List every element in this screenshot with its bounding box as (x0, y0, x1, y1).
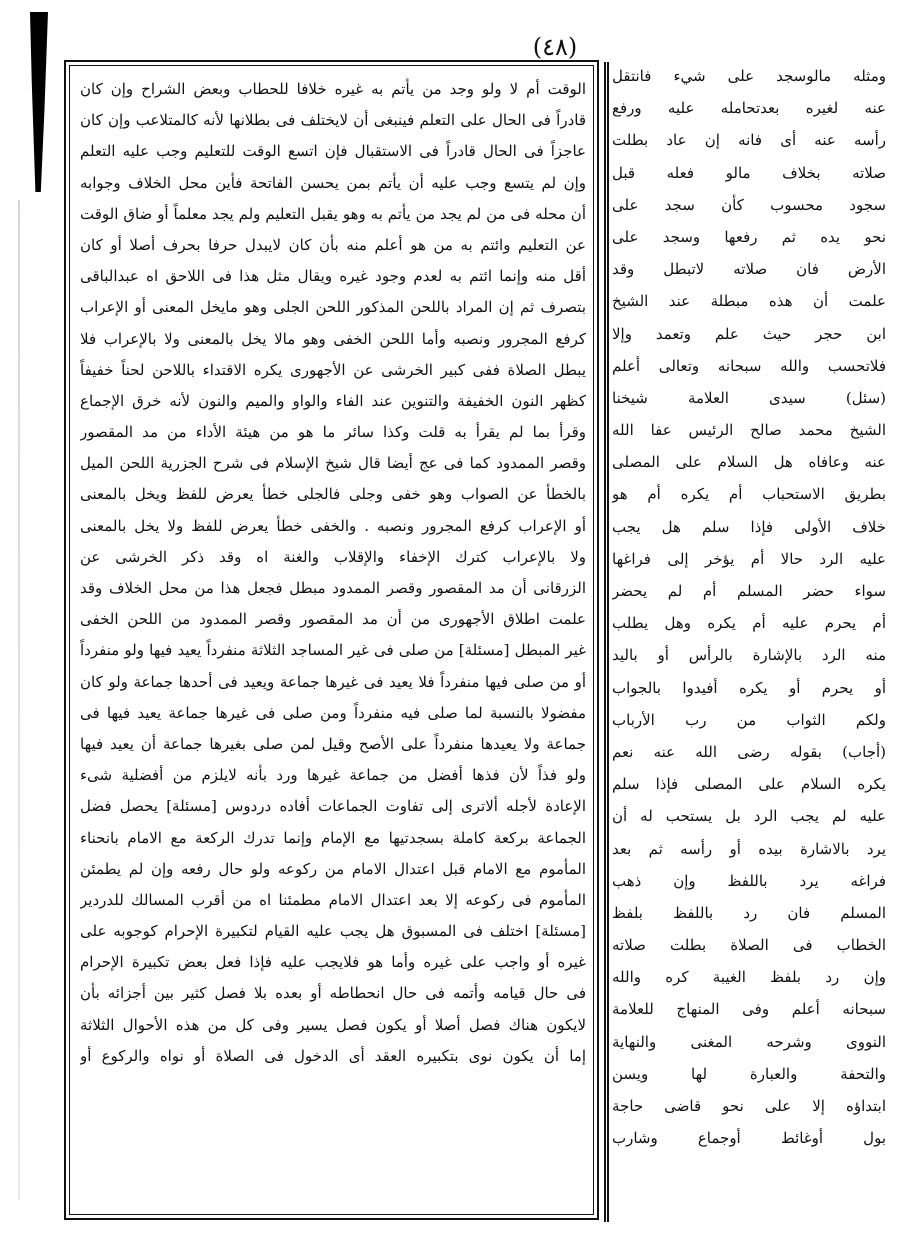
main-text-line: وإن لم يتسع وجب عليه أن يأتم بمن يحسن الفاتحة فأين محل الخلاف وجوابه (80, 173, 586, 192)
main-text-line: أو الإعراب كرفع المجرور ونصبه . والخفى خطأ يعرض للفظ ولا يخل بالمعنى (80, 516, 586, 535)
margin-text-line: والتحفة والعبارة لها ويسن (612, 1064, 886, 1083)
main-text-line: ولا بالإعراب كترك الإخفاء والإقلاب والغنة اه وقد ذكر الخرشى عن (80, 547, 586, 566)
main-text-line: بتصرف ثم إن المراد باللحن المذكور اللحن الجلى وهو مايخل المعنى أو الإعراب (80, 298, 586, 317)
main-text-line: المأموم فى ركوعه إلا بعد اعتدال الامام مطمئنا اه من أقرب المسالك للدردير (80, 890, 586, 909)
margin-text-line: يرد بالاشارة بيده أو رأسه ثم بعد (612, 839, 886, 858)
main-text-line: وقصر الممدود كما فى عج أيضا قال شيخ الإسلام فى شرح الجزرية اللحن الميل (80, 454, 586, 473)
margin-text-line: النووى وشرحه المغنى والنهاية (612, 1032, 886, 1051)
margin-text-line: نحو يده ثم رفعها وسجد على (612, 227, 886, 246)
main-text-line: فى حال قيامه وأتمه فى حال انحطاطه أو بعده بلا فصل كثير بين أجزائه بأن (80, 984, 586, 1003)
main-text-column (80, 74, 586, 1072)
binding-mark (30, 12, 48, 192)
margin-text-line: يكره السلام على المصلى فإذا سلم (612, 775, 886, 794)
main-text-line: جماعة ولا يعيدها منفرداً على الأصح وقيل لمن صلى بغيرها جماعة أن يعيد فيها (80, 734, 586, 753)
main-text-line: ولو فذاً لأن فذها أفضل من جماعة غيرها ورد بأنه لايلزم من أفضلية شىء (80, 766, 586, 785)
margin-divider (604, 62, 609, 1222)
margin-text-line: عنه وعافاه هل السلام على المصلى (612, 453, 886, 472)
page-number: (٤٨) (532, 33, 578, 61)
margin-text-line: الشيخ محمد صالح الرئيس عفا الله (612, 421, 886, 440)
spine-shadow (18, 200, 20, 1200)
margin-text-line: بول أوغائط أوجماع وشارب (612, 1129, 886, 1148)
margin-text-line: أو يحرم أو يكره أفيدوا بالجواب (612, 678, 886, 697)
main-text-line: غير المبطل [مسئلة] من صلى فى غير المساجد الثلاثة منفرداً يعيد فيها ولو منفرداً (80, 641, 586, 660)
margin-text-line: سجود محسوب كأن سجد على (612, 195, 886, 214)
margin-text-line: خلاف الأولى فإذا سلم هل يجب (612, 517, 886, 536)
main-text-line: بالخطأ عن الصواب وهو خفى وجلى فالجلى خطأ يعرض للفظ ويخل بالمعنى (80, 485, 586, 504)
margin-text-line: (أجاب) بقوله رضى الله عنه نعم (612, 742, 886, 761)
margin-text-line: أم يحرم عليه أم يكره وهل يطلب (612, 614, 886, 633)
main-text-line: علمت اطلاق الأجهورى من أن مد المقصور وقصر الممدود من اللحن الخفى (80, 610, 586, 629)
main-text-line: لايكون هناك فصل أصلا أو يكون فصل يسير وفى كل من هذه الأحوال الثلاثة (80, 1015, 586, 1034)
margin-text-line: سبحانه أعلم وفى المنهاج للعلامة (612, 1000, 886, 1019)
margin-text-line: فلاتحسب والله سبحانه وتعالى أعلم (612, 356, 886, 375)
main-text-line: الزرقانى أن مد المقصور وقصر الممدود مبطل فجعل هذا من محل الخلاف وقد (80, 579, 586, 597)
main-text-line: الوقت أم لا ولو وجد من يأتم به غيره خلافا للحطاب وبعض الشراح وإن كان (80, 80, 586, 98)
margin-text-line: ابن حجر حيث علم وتعمد وإلا (612, 324, 886, 343)
main-text-line: عن التعليم وائتم به من هو أعلم منه بأن كان لايبدل حرفا بحرف أصلا أو كان (80, 235, 586, 254)
main-text-line: يبطل الصلاة ففى كبير الخرشى عن الأجهورى يكره الاقتداء باللاحن لحناً خفيفاً (80, 360, 586, 379)
margin-text-line: عليه لم يجب الرد بل يستحب له أن (612, 807, 886, 826)
margin-text-line: الخطاب فى الصلاة بطلت صلاته (612, 936, 886, 955)
main-text-line: قادراً فى الحال على التعلم فينبغى أن لايختلف فى بطلانها لأنه كالمتلاعب وإن كان (80, 111, 586, 130)
main-text-line: غيره أو واجب على غيره وأما هو فلايجب عليه فإذا فعل بعض تكبيرة الإحرام (80, 953, 586, 972)
main-text-line: مفضولا بالنسبة لما صلى فيه منفرداً ومن صلى فى غيرها جماعة يعيد فيها فى (80, 703, 586, 722)
margin-text-line: عليه الرد حالا أم يؤخر إلى فراغها (612, 549, 886, 568)
margin-text-line: ولكم الثواب من رب الأرباب (612, 710, 886, 729)
margin-text-line: عنه لغيره بعدتحامله عليه ورفع (612, 99, 886, 118)
main-text-line: إما أن يكون نوى بتكبيره العقد أى الدخول فى الصلاة أو نواه والركوع أو (80, 1046, 586, 1065)
margin-text-line: علمت أن هذه مبطلة عند الشيخ (612, 292, 886, 311)
margin-text-line: الأرض فان صلاته لاتبطل وقد (612, 260, 886, 279)
margin-text-line: المسلم فان رد باللفظ بلفظ (612, 903, 886, 922)
margin-text-line: صلاته بخلاف مالو فعله قبل (612, 163, 886, 182)
margin-text-line: وإن رد بلفظ الغيبة كره والله (612, 968, 886, 987)
main-text-line: [مسئلة] اختلف فى المسبوق هل يجب عليه القيام لتكبيرة الإحرام كوجوبه على (80, 922, 586, 941)
margin-text-line: بطريق الاستحباب أم يكره أم هو (612, 485, 886, 504)
main-text-line: كرفع المجرور ونصبه وأما اللحن الخفى وهو مالا يخل بالمعنى ولا بالإعراب فلا (80, 329, 586, 348)
main-text-line: وقرأ بما لم يقرأ به قلت وكذا سائر ما هو من هيئة الأداء من مد المقصور (80, 423, 586, 442)
main-text-line: كظهر النون الخفيفة والتنوين عند الفاء والواو والميم والنون لأنه خرق الإجماع (80, 391, 586, 410)
margin-text-line: ومثله مالوسجد على شيء فانتقل (612, 67, 886, 85)
main-text-line: عاجزاً فى الحال قادراً فى الاستقبال فإن اتسع الوقت للتعليم وجب عليه التعلم (80, 142, 586, 161)
main-text-line: أن محله فى من لم يجد من يأتم به وهو يقبل التعليم ولم يجد معلماً أو ضاق الوقت (80, 204, 586, 223)
margin-text-line: ابتداؤه إلا على نحو قاضى حاجة (612, 1097, 886, 1115)
margin-text-line: منه الرد بالإشارة بالرأس أو باليد (612, 646, 886, 665)
margin-text-column (612, 60, 886, 1154)
margin-text-line: فراغه يرد باللفظ وإن ذهب (612, 871, 886, 890)
margin-text-line: (سئل) سيدى العلامة شيخنا (612, 388, 886, 407)
margin-text-line: رأسه عنه أى فانه إن عاد بطلت (612, 131, 886, 150)
main-text-line: الإعادة لأجله ألاترى إلى تفاوت الجماعات أفاده دردوس [مسئلة] يحصل فضل (80, 797, 586, 816)
main-text-line: أو من صلى فيها منفرداً فلا يعيد فى غيرها جماعة ويعيد فى أحدها جماعة ولو كان (80, 672, 586, 691)
main-text-line: المأموم مع الامام قبل اعتدال الامام من ركوعه ولو حال رفعه وإن لم يطمئن (80, 859, 586, 878)
main-text-line: أقل منه وإنما ائتم به لعدم وجود غيره ويقال مثل هذا فى اللاحق اه عبدالباقى (80, 267, 586, 286)
margin-text-line: سواء حضر المسلم أم لم يحضر (612, 582, 886, 600)
main-text-line: الجماعة بركعة كاملة بسجدتيها مع الإمام وإنما تدرك الركعة مع الامام بانحناء (80, 828, 586, 847)
